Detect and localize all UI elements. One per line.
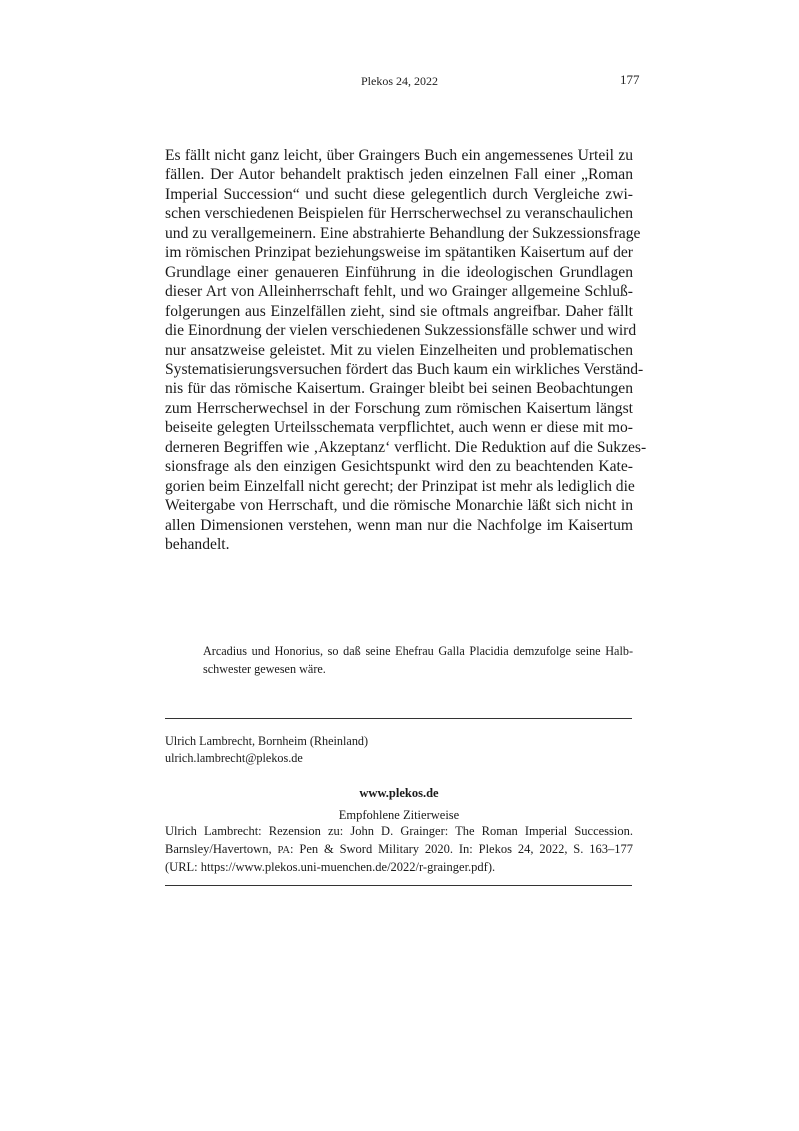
site-link[interactable]: www.plekos.de (359, 786, 439, 800)
author-block (165, 733, 633, 767)
body-line: gorien beim Einzelfall nicht gerecht; der Prinzipat ist mehr als lediglich die (165, 477, 635, 495)
body-line: schen verschiedenen Beispielen für Herrscherwechsel zu veranschaulichen (165, 205, 633, 223)
footnote-line: schwester gewesen wäre. (203, 661, 326, 676)
body-line: nis für das römische Kaisertum. Grainger bleibt bei seinen Beobachtungen (165, 380, 633, 398)
citation-heading: Empfohlene Zitierweise (338, 808, 460, 822)
body-line: behandelt. (165, 536, 230, 554)
body-line: fällen. Der Autor behandelt praktisch jeden einzelnen Fall einer „Roman (165, 166, 633, 184)
body-line: Grundlage einer genaueren Einführung in die ideologischen Grundlagen (165, 263, 633, 281)
running-head: Plekos 24, 2022 (360, 74, 438, 88)
divider-top (165, 718, 632, 719)
body-paragraph (165, 146, 647, 555)
body-line: zum Herrscherwechsel in der Forschung zum römischen Kaisertum längst (165, 399, 633, 417)
body-line: Imperial Succession“ und sucht diese gelegentlich durch Vergleiche zwi- (165, 185, 633, 203)
body-line: sionsfrage als den einzigen Gesichtspunkt wird den zu beachtenden Kate- (165, 458, 633, 476)
footnote (203, 643, 633, 678)
author-email[interactable]: ulrich.lambrecht@plekos.de (165, 751, 303, 765)
citation-line (165, 841, 633, 860)
body-line: Systematisierungsversuchen fördert das Buch kaum ein wirkliches Verständ- (165, 360, 644, 378)
citation (165, 823, 633, 877)
body-line: und zu verallgemeinern. Eine abstrahierte Behandlung der Sukzessionsfrage (165, 224, 641, 242)
body-line: folgerungen aus Einzelfällen zieht, sind sie oftmals angreifbar. Daher fällt (165, 302, 633, 320)
author-name-location: Ulrich Lambrecht, Bornheim (Rheinland) (165, 734, 369, 748)
body-line: Weitergabe von Herrschaft, und die römische Monarchie läßt sich nicht in (165, 497, 633, 515)
citation-text: : Pen & Sword Military 2020. In: Plekos 24, 2022, S. 163–177 (290, 841, 633, 856)
body-line: im römischen Prinzipat beziehungsweise im spätantiken Kaisertum auf der (165, 244, 633, 262)
body-line: Es fällt nicht ganz leicht, über Graingers Buch ein angemessenes Urteil zu (165, 147, 633, 164)
body-line: nur ansatzweise geleistet. Mit zu vielen Einzelheiten und problematischen (165, 341, 633, 359)
page-number: 177 (620, 72, 640, 87)
body-line: die Einordnung der vielen verschiedenen Sukzessionsfälle schwer und wird (165, 322, 637, 340)
citation-text: Barnsley/Havertown, (165, 841, 278, 856)
body-line: beiseite gelegten Urteilsschemata verpflichtet, auch wenn er diese mit mo- (165, 419, 633, 437)
citation-url[interactable]: (URL: https://www.plekos.uni-muenchen.de/2022/r-grainger.pdf). (165, 860, 496, 874)
divider-bottom (165, 885, 632, 886)
body-line: derneren Begriffen wie ‚Akzeptanz‘ verflicht. Die Reduktion auf die Sukzes- (165, 438, 647, 456)
citation-line: Ulrich Lambrecht: Rezension zu: John D. Grainger: The Roman Imperial Succession. (165, 824, 633, 838)
body-line: dieser Art von Alleinherrschaft fehlt, und wo Grainger allgemeine Schluß- (165, 283, 633, 301)
body-line: allen Dimensionen verstehen, wenn man nur die Nachfolge im Kaisertum (165, 516, 633, 534)
footnote-line: Arcadius und Honorius, so daß seine Ehefrau Galla Placidia demzufolge seine Halb- (203, 644, 633, 658)
citation-state: PA (277, 844, 291, 856)
